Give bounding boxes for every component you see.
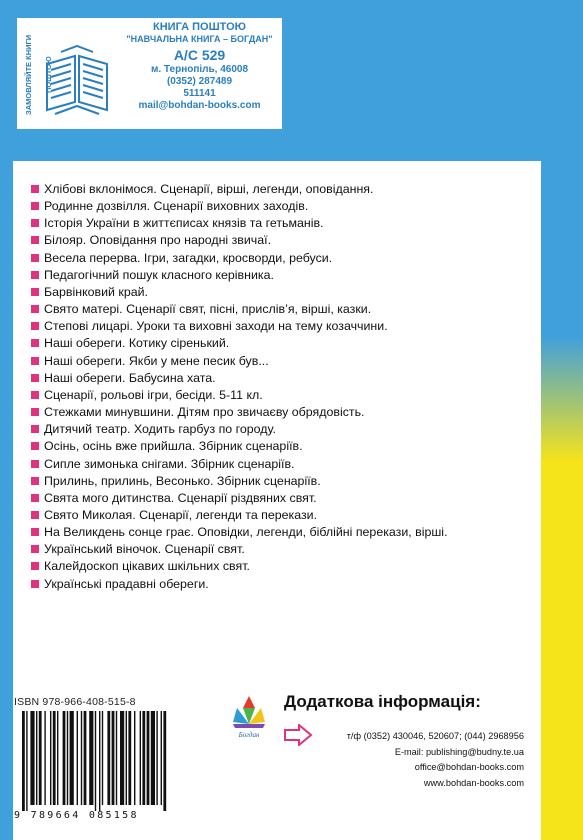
barcode-bar bbox=[134, 711, 135, 805]
arrow-icon bbox=[284, 724, 312, 746]
list-item: Дитячий театр. Ходить гарбуз по городу. bbox=[30, 421, 535, 438]
barcode-bar bbox=[63, 711, 66, 805]
barcode-bar bbox=[22, 711, 25, 811]
barcode-bar bbox=[107, 711, 110, 805]
list-item: Весела перерва. Ігри, загадки, кросворди, ребуси. bbox=[30, 250, 535, 267]
barcode-bar bbox=[151, 711, 155, 805]
stamp-side-text: ЗАМОВЛЯЙТЕ КНИГИ ПОШТОЮ bbox=[24, 34, 53, 116]
barcode-bar bbox=[53, 711, 56, 805]
list-item: Українські прадавні обереги. bbox=[30, 576, 535, 593]
barcode-bar bbox=[70, 711, 74, 805]
list-item: Наші обереги. Бабусина хата. bbox=[30, 370, 535, 387]
svg-text:Богдан: Богдан bbox=[238, 731, 260, 739]
list-item: Сипле зимонька снігами. Збірник сценаріїв. bbox=[30, 456, 535, 473]
barcode-bar bbox=[36, 711, 37, 805]
barcode-bar bbox=[89, 711, 93, 805]
phone-line: т/ф (0352) 430046, 520607; (044) 2968956 bbox=[346, 731, 524, 741]
list-item: Український віночок. Сценарії свят. bbox=[30, 541, 535, 558]
list-item: Калейдоскоп цікавих шкільних свят. bbox=[30, 558, 535, 575]
stamp-line-box: А/С 529 bbox=[173, 47, 226, 63]
barcode-bar bbox=[67, 711, 68, 805]
barcode-bar bbox=[140, 711, 141, 805]
office-email-line: office@bohdan-books.com bbox=[414, 762, 524, 772]
stamp-line-publisher: "НАВЧАЛЬНА КНИГА – БОГДАН" bbox=[126, 34, 273, 44]
barcode-bar bbox=[50, 711, 51, 805]
barcode-bar bbox=[26, 711, 27, 811]
additional-info-title: Додаткова інформація: bbox=[284, 692, 481, 711]
stamp-address bbox=[117, 21, 282, 112]
list-item: Наші обереги. Котику сіренький. bbox=[30, 335, 535, 352]
list-item: Осінь, осінь вже прийшла. Збірник сценаріїв. bbox=[30, 438, 535, 455]
list-item: Наші обереги. Якби у мене песик був... bbox=[30, 353, 535, 370]
barcode-bar bbox=[102, 711, 103, 805]
order-by-mail-stamp bbox=[14, 15, 285, 132]
barcode-bar bbox=[156, 711, 157, 805]
barcode-bar bbox=[120, 711, 124, 805]
list-item: Сценарії, рольові ігри, бесіди. 5-11 кл. bbox=[30, 387, 535, 404]
barcode-bar bbox=[95, 711, 96, 811]
list-item: Педагогічний пошук класного керівника. bbox=[30, 267, 535, 284]
list-item: Степові лицарі. Уроки та виховні заходи на тему козаччини. bbox=[30, 318, 535, 335]
open-books-icon bbox=[41, 44, 113, 122]
website-line: www.bohdan-books.com bbox=[423, 777, 524, 788]
barcode bbox=[14, 711, 225, 811]
barcode-bar bbox=[99, 711, 100, 811]
barcode-bar bbox=[116, 711, 117, 805]
stamp-line-city: м. Тернопіль, 46008 bbox=[150, 64, 249, 75]
isbn-label: ISBN 978-966-408-515-8 bbox=[14, 696, 136, 708]
blue-yellow-flag-stripe bbox=[541, 0, 583, 840]
list-item: Білояр. Оповідання про народні звичаї. bbox=[30, 232, 535, 249]
list-item: Свято Миколая. Сценарії, легенди та перекази. bbox=[30, 507, 535, 524]
list-item: Свято матері. Сценарії свят, пісні, прислів’я, вірші, казки. bbox=[30, 301, 535, 318]
barcode-bar bbox=[77, 711, 78, 805]
barcode-bar bbox=[81, 711, 82, 805]
list-item: Хлібові вклонімося. Сценарії, вірші, легенди, оповідання. bbox=[30, 181, 535, 198]
stamp-line-title: КНИГА ПОШТОЮ bbox=[153, 21, 246, 33]
barcode-bar bbox=[84, 711, 87, 805]
barcode-bar bbox=[44, 711, 45, 805]
stamp-line-email: mail@bohdan-books.com bbox=[138, 100, 261, 111]
list-item: Родинне дозвілля. Сценарії виховних заходів. bbox=[30, 198, 535, 215]
list-item: Стежками минувшини. Дітям про звичаєву обрядовість. bbox=[30, 404, 535, 421]
list-item: Свята мого дитинства. Сценарії різдвяних свят. bbox=[30, 490, 535, 507]
barcode-bar bbox=[142, 711, 145, 805]
bohdan-logo bbox=[229, 694, 269, 740]
barcode-number: 9 789664 085158 bbox=[14, 810, 139, 821]
stamp-line-phone: (0352) 287489 bbox=[166, 76, 233, 87]
contacts-block bbox=[316, 729, 524, 791]
barcode-bar bbox=[161, 711, 162, 805]
barcode-bar bbox=[112, 711, 115, 805]
list-item: На Великдень сонце грає. Оповідки, легенди, біблійні перекази, вірші. bbox=[30, 524, 535, 541]
book-list bbox=[30, 181, 535, 593]
stamp-line-phone2: 511141 bbox=[183, 88, 216, 99]
list-item: Барвінковий край. bbox=[30, 284, 535, 301]
list-item: Прилинь, прилинь, Весонько. Збірник сценаріїв. bbox=[30, 473, 535, 490]
email-line: E-mail: publishing@budny.te.ua bbox=[394, 746, 524, 757]
barcode-bar bbox=[147, 711, 150, 805]
barcode-bar bbox=[163, 711, 166, 811]
barcode-bar bbox=[39, 711, 42, 805]
barcode-bar bbox=[57, 711, 58, 805]
list-item: Історія України в життєписах князів та гетьманів. bbox=[30, 215, 535, 232]
barcode-bar bbox=[30, 711, 34, 805]
barcode-bar bbox=[128, 711, 131, 805]
barcode-bar bbox=[126, 711, 127, 805]
